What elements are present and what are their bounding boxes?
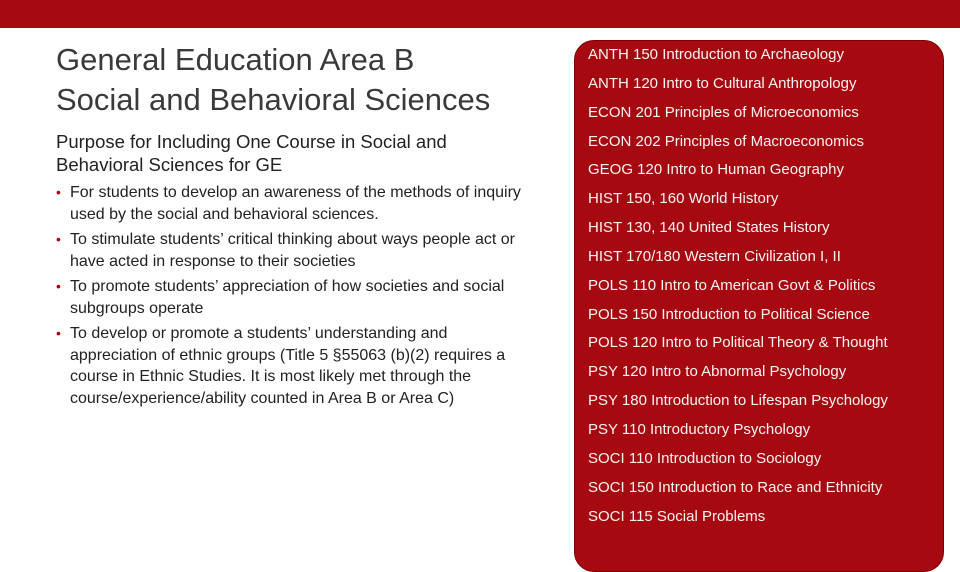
- course-item: GEOG 120 Intro to Human Geography: [588, 161, 844, 179]
- top-accent-bar: [0, 0, 960, 28]
- bullet-icon: •: [56, 325, 61, 341]
- bullet-item: [56, 276, 526, 319]
- bullet-text: To stimulate students’ critical thinking about ways people act or have acted in response to their societies: [70, 231, 515, 270]
- course-item: HIST 130, 140 United States History: [588, 219, 830, 237]
- slide-title: [56, 40, 556, 120]
- course-item: SOCI 150 Introduction to Race and Ethnicity: [588, 478, 883, 496]
- course-item: ECON 202 Principles of Macroeconomics: [588, 132, 864, 150]
- course-item: ECON 201 Principles of Microeconomics: [588, 103, 859, 121]
- course-item: HIST 150, 160 World History: [588, 190, 779, 208]
- purpose-heading: [56, 130, 556, 176]
- course-item: POLS 120 Intro to Political Theory & Thought: [588, 334, 888, 352]
- course-item: ANTH 120 Intro to Cultural Anthropology: [588, 74, 857, 92]
- bullet-text: To promote students’ appreciation of how societies and social subgroups operate: [70, 278, 505, 317]
- bullet-item: [56, 182, 526, 225]
- slide-title-line-1: General Education Area B: [56, 42, 415, 77]
- course-item: POLS 110 Intro to American Govt & Politics: [588, 276, 876, 294]
- course-item: HIST 170/180 Western Civilization I, II: [588, 247, 841, 265]
- course-list: [588, 45, 888, 535]
- bullet-text: To develop or promote a students’ understanding and appreciation of ethnic groups (Title 5 §55063 (b)(2) requires a course in Ethnic Studies. It is most likely met through the course/experience/ability counted in Area B or Area C): [70, 325, 506, 407]
- bullet-item: [56, 323, 526, 409]
- purpose-heading-line-2: Behavioral Sciences for GE: [56, 154, 283, 175]
- course-item: SOCI 115 Social Problems: [588, 507, 766, 525]
- bullet-item: [56, 229, 526, 272]
- bullet-icon: •: [56, 278, 61, 294]
- course-item: POLS 150 Introduction to Political Science: [588, 305, 870, 323]
- course-item: SOCI 110 Introduction to Sociology: [588, 449, 822, 467]
- course-item: PSY 180 Introduction to Lifespan Psychology: [588, 392, 888, 410]
- course-item: PSY 120 Intro to Abnormal Psychology: [588, 363, 847, 381]
- purpose-bullet-list: [56, 182, 526, 413]
- purpose-heading-line-1: Purpose for Including One Course in Social and: [56, 131, 447, 152]
- slide-title-line-2: Social and Behavioral Sciences: [56, 82, 491, 117]
- bullet-icon: •: [56, 231, 61, 247]
- course-item: ANTH 150 Introduction to Archaeology: [588, 46, 844, 63]
- bullet-text: For students to develop an awareness of the methods of inquiry used by the social and behavioral sciences.: [70, 184, 521, 223]
- bullet-icon: •: [56, 184, 61, 200]
- course-item: PSY 110 Introductory Psychology: [588, 420, 811, 438]
